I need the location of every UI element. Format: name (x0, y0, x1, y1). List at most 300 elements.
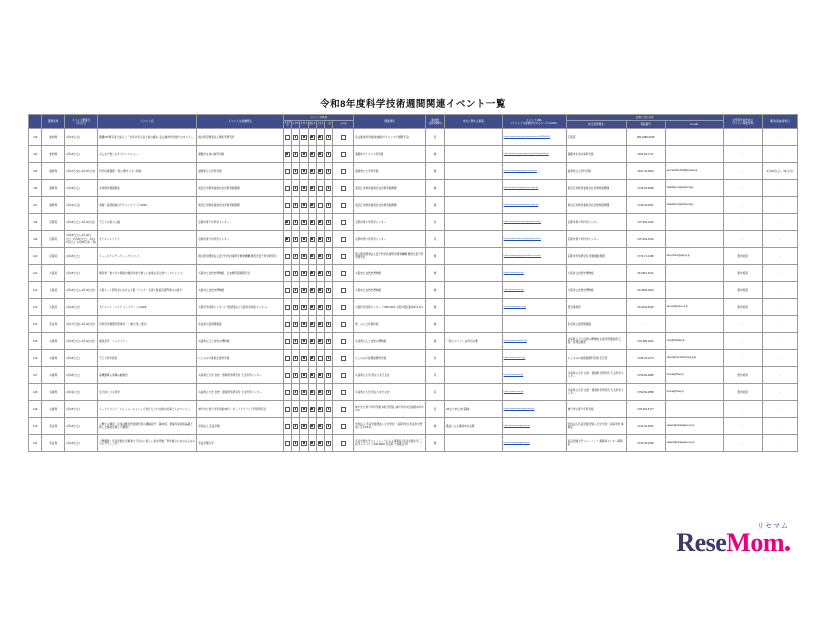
cell-event-url[interactable]: https://www2.edu.city.kyoto.jp/science/ (502, 214, 566, 231)
cell-date: 4月18日(土)~4月19日(日) (65, 214, 98, 231)
cell-venue: 大阪市立自然史博物館 (354, 265, 426, 282)
cell-contact-tel: 0533-66-1717 (626, 146, 665, 163)
cell-event-url[interactable]: https://www.nhao.jp/ (502, 367, 566, 384)
cell-target-general (325, 333, 333, 350)
cell-fee: 有 (426, 214, 445, 231)
checkbox-general-icon (326, 203, 331, 208)
cell-date: 4月18日(土) (65, 248, 98, 265)
cell-target-juniorhigh (300, 367, 308, 384)
cell-apply (444, 299, 502, 316)
cell-contact-mail: - (665, 282, 723, 299)
cell-event-url[interactable]: https://www.hitohaku.jp/ (502, 333, 566, 350)
cell-no: 125 (29, 333, 42, 350)
cell-prefecture: 滋賀県 (42, 197, 65, 214)
cell-contact-mail: - (665, 129, 723, 146)
cell-apply (444, 231, 502, 248)
cell-target-university (316, 435, 324, 452)
cell-event-url[interactable]: https://www.nishi.or.jp/ (502, 350, 566, 367)
cell-event-url[interactable]: https://www.omnh.jp/ (502, 265, 566, 282)
cell-event-name: トークイベント「シミュレーションって何だろう?~先進の計算とものづくり~」 (98, 401, 197, 418)
cell-remarks: - (762, 180, 797, 197)
logo-text-part2: Mom (726, 528, 784, 557)
cell-organizer: 京都市青少年科学センター (197, 231, 284, 248)
cell-date: 4月10日(火)~4月30日(木) (65, 163, 98, 180)
cell-prefecture: 兵庫県 (42, 350, 65, 367)
cell-target-highschool (308, 214, 316, 231)
cell-materials: - (723, 333, 762, 350)
checkbox-university-icon (318, 186, 323, 191)
checkbox-other-icon (341, 169, 346, 174)
checkbox-highschool-icon (310, 203, 315, 208)
col-contact-mail: E-mail (665, 121, 723, 129)
checkbox-juniorhigh-icon (301, 152, 306, 157)
checkbox-elementary-icon (293, 254, 298, 259)
cell-target-elementary (292, 265, 300, 282)
cell-remarks: - (762, 299, 797, 316)
cell-event-url[interactable]: https://www.city.higashiomi.shiga.jp/ (502, 197, 566, 214)
checkbox-elementary-icon (293, 220, 298, 225)
checkbox-highschool-icon (310, 339, 315, 344)
cell-date: 4月18日(土) (65, 435, 98, 452)
cell-venue: 神戸市立青少年科学館 4階 学習室 (神戸市中央区港島中町7-7-6) (354, 401, 426, 418)
cell-target-preschool (283, 129, 291, 146)
cell-target-general (325, 418, 333, 435)
checkbox-highschool-icon (310, 152, 315, 157)
checkbox-general-icon (326, 322, 331, 327)
cell-target-general (325, 248, 333, 265)
checkbox-juniorhigh-icon (301, 203, 306, 208)
cell-apply (444, 163, 502, 180)
cell-materials: - (723, 418, 762, 435)
cell-event-url[interactable]: https://www.city.higashiomi.shiga.jp/ (502, 180, 566, 197)
checkbox-other-icon (341, 271, 346, 276)
cell-venue: 然、みど立民資料館 (354, 316, 426, 333)
cell-target-highschool (308, 350, 316, 367)
cell-date: 4月18日(土)~4月19日(日) (65, 333, 98, 350)
cell-prefecture: 兵庫県 (42, 384, 65, 401)
cell-remarks: - (762, 418, 797, 435)
cell-target-university (316, 333, 324, 350)
cell-remarks: - (762, 367, 797, 384)
table-row (29, 435, 798, 452)
cell-contact-mail: honnai@nhao.jp (665, 367, 723, 384)
checkbox-general-icon (326, 271, 331, 276)
cell-target-preschool (283, 299, 291, 316)
cell-contact-org: 東近江市教育委員会社会教育振興課 (566, 180, 626, 197)
cell-target-juniorhigh (300, 384, 308, 401)
checkbox-preschool-icon (285, 135, 290, 140)
cell-target-highschool (308, 248, 316, 265)
col-pref: 都道府県 (42, 115, 65, 129)
cell-target-highschool (308, 265, 316, 282)
checkbox-university-icon (318, 305, 323, 310)
cell-contact-mail: - (665, 265, 723, 282)
checkbox-university-icon (318, 424, 323, 429)
checkbox-preschool-icon (285, 254, 290, 259)
cell-target-preschool (283, 384, 291, 401)
cell-contact-org: 広報部 (566, 129, 626, 146)
cell-fee: 有 (426, 350, 445, 367)
checkbox-elementary-icon (293, 271, 298, 276)
cell-target-general (325, 197, 333, 214)
cell-no: 123 (29, 299, 42, 316)
cell-materials: 配布希望 (723, 265, 762, 282)
cell-event-url[interactable]: https://www.naragakuen.jp/ (502, 435, 566, 452)
table-row (29, 214, 798, 231)
cell-target-preschool (283, 163, 291, 180)
cell-target-other (333, 418, 354, 435)
cell-target-elementary (292, 129, 300, 146)
cell-target-university (316, 180, 324, 197)
checkbox-highschool-icon (310, 390, 315, 395)
cell-target-university (316, 367, 324, 384)
cell-apply: 電話による事前申込必要 (444, 418, 502, 435)
cell-venue: 京都市青少年科学センター (354, 231, 426, 248)
checkbox-other-icon (341, 220, 346, 225)
cell-target-general (325, 350, 333, 367)
logo-text (676, 528, 790, 557)
col-remarks: 備考(追加)資料日 (762, 115, 797, 129)
cell-materials: - (723, 197, 762, 214)
cell-no: 129 (29, 401, 42, 418)
checkbox-preschool-icon (285, 305, 290, 310)
cell-target-juniorhigh (300, 316, 308, 333)
cell-target-highschool (308, 197, 316, 214)
cell-target-juniorhigh (300, 282, 308, 299)
cell-target-university (316, 231, 324, 248)
cell-contact-tel: 0790-82-3886 (626, 384, 665, 401)
col-url: イベントURL (イベントの詳細が分かるページのURL) (502, 115, 566, 129)
table-row (29, 129, 798, 146)
cell-event-url[interactable]: https://www.ostec.or.jp/ (502, 299, 566, 316)
resemom-logo (676, 523, 790, 558)
cell-target-juniorhigh (300, 333, 308, 350)
cell-venue: 兵庫県立人と自然の博物館 (354, 333, 426, 350)
cell-organizer: 東近江市教育委員会社会教育振興課 (197, 180, 284, 197)
checkbox-preschool-icon (285, 288, 290, 293)
cell-target-highschool (308, 282, 316, 299)
cell-event-url[interactable]: https://www.shiga-pbu.ac.jp/event/ (502, 163, 566, 180)
checkbox-preschool-icon (285, 271, 290, 276)
checkbox-elementary-icon (293, 135, 298, 140)
cell-event-url[interactable] (502, 316, 566, 333)
cell-prefecture: 大阪府 (42, 299, 65, 316)
checkbox-preschool-icon (285, 390, 290, 395)
cell-target-university (316, 197, 324, 214)
table-row (29, 231, 798, 248)
cell-venue: 京都市青少年科学センター (354, 214, 426, 231)
cell-materials: 配布希望 (723, 384, 762, 401)
cell-venue: 国立研究開発法人量子科学技術研究開発機構 関西光量子科学研究所 (354, 248, 426, 265)
cell-event-name: 子どもの遊ぶ公園 (98, 214, 197, 231)
cell-contact-org: 兵庫県立人と自然の博物館 生涯学習推進部 広報・啓発企画部 (566, 333, 626, 350)
cell-no: 114 (29, 146, 42, 163)
cell-target-general (325, 163, 333, 180)
checkbox-juniorhigh-icon (301, 220, 306, 225)
cell-organizer: 大阪市立自然史博物館 (197, 282, 284, 299)
cell-target-preschool (283, 197, 291, 214)
cell-materials: - (723, 401, 762, 418)
cell-contact-org: 東近江市教育委員会社会教育振興課 (566, 197, 626, 214)
checkbox-highschool-icon (310, 407, 315, 412)
cell-fee: 無 (426, 146, 445, 163)
cell-contact-org: 京都市科学研究所 管理課総務課 (566, 248, 626, 265)
cell-event-url[interactable]: https://www.omnh.jp/ (502, 282, 566, 299)
cell-no: 117 (29, 197, 42, 214)
cell-prefecture: 奈良県 (42, 435, 65, 452)
cell-materials: - (723, 435, 762, 452)
cell-contact-org: 京都市青少年科学センター (566, 214, 626, 231)
col-target-other: その他 (333, 121, 354, 129)
cell-date: 4月19日(日) (65, 384, 98, 401)
cell-target-university (316, 163, 324, 180)
checkbox-preschool-icon (285, 441, 290, 446)
cell-target-juniorhigh (300, 401, 308, 418)
checkbox-elementary-icon (293, 169, 298, 174)
cell-target-elementary (292, 146, 300, 163)
cell-contact-mail: honnai@nhao.jp (665, 384, 723, 401)
cell-venue: 兵庫県立大学 西はりま天文台 (354, 384, 426, 401)
col-contact-org: 担当者部署名 (566, 121, 626, 129)
cell-target-general (325, 214, 333, 231)
cell-contact-tel: 0748-24-5680 (626, 180, 665, 197)
cell-contact-mail: - (665, 214, 723, 231)
checkbox-university-icon (318, 220, 323, 225)
cell-target-highschool (308, 180, 316, 197)
cell-contact-mail: shakaikyo.higashiomi.lg.jp (665, 180, 723, 197)
cell-event-name: 高機器導入体験の観察会 (98, 367, 197, 384)
cell-apply (444, 214, 502, 231)
cell-remarks: - (762, 435, 797, 452)
checkbox-highschool-icon (310, 424, 315, 429)
checkbox-general-icon (326, 237, 331, 242)
cell-contact-mail: - (665, 146, 723, 163)
cell-target-elementary (292, 180, 300, 197)
cell-contact-mail: - (665, 401, 723, 418)
cell-target-preschool (283, 333, 291, 350)
checkbox-other-icon (341, 288, 346, 293)
cell-prefecture: 愛知県 (42, 146, 65, 163)
cell-target-preschool (283, 265, 291, 282)
checkbox-preschool-icon (285, 322, 290, 327)
cell-target-preschool (283, 367, 291, 384)
cell-target-juniorhigh (300, 265, 308, 282)
cell-target-general (325, 299, 333, 316)
cell-fee: 無 (426, 418, 445, 435)
cell-apply (444, 316, 502, 333)
cell-target-preschool (283, 248, 291, 265)
cell-remarks: - (762, 350, 797, 367)
col-contact-group: お問い合わせ先 (566, 115, 723, 121)
cell-contact-org: 蒲郡市生命の海科学館 (566, 146, 626, 163)
cell-target-preschool (283, 146, 291, 163)
col-fee: 参加費 (有料/無料) (426, 115, 445, 129)
cell-event-name: 科学技術週間 一般公開ポスター相談 (98, 163, 197, 180)
cell-contact-tel: 075-642-1601 (626, 214, 665, 231)
checkbox-highschool-icon (310, 220, 315, 225)
table-row (29, 265, 798, 282)
cell-target-elementary (292, 163, 300, 180)
checkbox-general-icon (326, 169, 331, 174)
cell-target-university (316, 316, 324, 333)
table-row (29, 367, 798, 384)
checkbox-juniorhigh-icon (301, 237, 306, 242)
cell-contact-org: 兵庫県立大学 自然・環境科学研究所 天文科学センター (566, 384, 626, 401)
checkbox-general-icon (326, 288, 331, 293)
col-event-name: イベント名 (98, 115, 197, 129)
cell-event-name: 有料科学週間学習資料「一番ど!他」配布 (98, 316, 197, 333)
cell-fee: 無 (426, 333, 445, 350)
checkbox-preschool-icon (285, 339, 290, 344)
checkbox-university-icon (318, 152, 323, 157)
checkbox-elementary-icon (293, 186, 298, 191)
cell-target-general (325, 180, 333, 197)
cell-organizer: 京都市青少年科学センター (197, 214, 284, 231)
cell-apply (444, 129, 502, 146)
cell-target-juniorhigh (300, 129, 308, 146)
cell-date: 4月19日(日) (65, 129, 98, 146)
cell-contact-mail: kenmei2023-2026@kuchek.jp (665, 163, 723, 180)
cell-event-url[interactable]: https://www.riken.jp/pr/events/events/20260418/ (502, 129, 566, 146)
cell-organizer: 奈良県立図書情報館 (197, 316, 284, 333)
checkbox-general-icon (326, 254, 331, 259)
checkbox-highschool-icon (310, 305, 315, 310)
cell-target-elementary (292, 231, 300, 248)
cell-target-general (325, 401, 333, 418)
col-apply: 申込に関する事項 (444, 115, 502, 129)
cell-venue: 大阪市立自然史博物館 (354, 282, 426, 299)
cell-event-url[interactable]: https://www.qst.go.jp/site/kizu-science/ (502, 248, 566, 265)
cell-target-other (333, 350, 354, 367)
cell-event-name: 聴講OK!研究者と話そう「光学の学び舎と星の誕生~名古屋市科学館でのポスト~」 (98, 129, 197, 146)
cell-target-preschool (283, 350, 291, 367)
checkbox-highschool-icon (310, 271, 315, 276)
checkbox-general-icon (326, 305, 331, 310)
cell-remarks: - (762, 333, 797, 350)
cell-organizer: 学校法人 奈良学園 (197, 418, 284, 435)
cell-organizer: 蒲郡市生命の海科学館 (197, 146, 284, 163)
cell-target-juniorhigh (300, 418, 308, 435)
cell-event-url[interactable]: https://www2.edu.city.kyoto.jp/science/ (502, 231, 566, 248)
cell-no: 131 (29, 435, 42, 452)
cell-contact-org: にしのみや総務振興科学館 学芸部 (566, 350, 626, 367)
cell-fee: 無 (426, 265, 445, 282)
checkbox-elementary-icon (293, 339, 298, 344)
col-target-general: 一般 (325, 121, 333, 129)
cell-prefecture: 兵庫県 (42, 333, 65, 350)
cell-venue: 滋賀県立大学科学館 (354, 163, 426, 180)
cell-organizer: 奈良学園大学 (197, 435, 284, 452)
cell-contact-tel: 06-6443-5318 (626, 299, 665, 316)
checkbox-juniorhigh-icon (301, 339, 306, 344)
checkbox-general-icon (326, 356, 331, 361)
cell-remarks: - (762, 401, 797, 418)
cell-contact-org: 奈良県立図書情報館 (566, 316, 626, 333)
checkbox-juniorhigh-icon (301, 135, 306, 140)
cell-contact-mail: - (665, 231, 723, 248)
checkbox-elementary-icon (293, 152, 298, 157)
checkbox-other-icon (341, 305, 346, 310)
checkbox-elementary-icon (293, 441, 298, 446)
cell-event-url[interactable]: https://www.city.gamagori.lg.jp/site/kagakukan/ (502, 146, 566, 163)
checkbox-highschool-icon (310, 135, 315, 140)
checkbox-general-icon (326, 407, 331, 412)
cell-event-name: 発掘・投票版春のサイエンスワーク!2026 (98, 197, 197, 214)
cell-event-url[interactable]: https://www.kobe-kagakukan.jp/ (502, 401, 566, 418)
cell-target-general (325, 384, 333, 401)
checkbox-other-icon (341, 152, 346, 157)
cell-no: 128 (29, 384, 42, 401)
table-row (29, 299, 798, 316)
cell-remarks: - (762, 265, 797, 282)
cell-target-elementary (292, 214, 300, 231)
checkbox-other-icon (341, 356, 346, 361)
checkbox-other-icon (341, 390, 346, 395)
cell-event-url[interactable]: https://www.naragakuen.jp/ (502, 418, 566, 435)
checkbox-preschool-icon (285, 356, 290, 361)
cell-fee: 無 (426, 248, 445, 265)
table-row (29, 163, 798, 180)
cell-event-url[interactable]: https://www.nhao.jp/ (502, 384, 566, 401)
cell-event-name: 公開講義・奈良学園大学事業大子会心に新しい設計実験「科学館のためのみんなのプログラミング」 (98, 435, 197, 452)
cell-contact-tel: 0748-40-0011 (626, 197, 665, 214)
checkbox-elementary-icon (293, 288, 298, 293)
checkbox-highschool-icon (310, 237, 315, 242)
col-target-juniorhigh: 中学生 (300, 121, 308, 129)
checkbox-highschool-icon (310, 373, 315, 378)
checkbox-juniorhigh-icon (301, 441, 306, 446)
table-row (29, 282, 798, 299)
cell-target-general (325, 367, 333, 384)
cell-target-highschool (308, 367, 316, 384)
cell-venue: 兵庫県立大学 西はりま天文台 (354, 367, 426, 384)
cell-contact-org: 大阪市立自然史博物館 (566, 282, 626, 299)
cell-prefecture: 大阪府 (42, 282, 65, 299)
checkbox-juniorhigh-icon (301, 390, 306, 395)
cell-target-university (316, 299, 324, 316)
checkbox-elementary-icon (293, 424, 298, 429)
checkbox-other-icon (341, 407, 346, 412)
col-target-highschool: 高校生 (308, 121, 316, 129)
checkbox-juniorhigh-icon (301, 169, 306, 174)
cell-target-preschool (283, 214, 291, 231)
table-row (29, 350, 798, 367)
cell-contact-org: 神戸市立青少年科学館 (566, 401, 626, 418)
cell-target-highschool (308, 129, 316, 146)
cell-fee: 無 (426, 197, 445, 214)
checkbox-juniorhigh-icon (301, 305, 306, 310)
table-row (29, 401, 798, 418)
cell-target-preschool (283, 231, 291, 248)
checkbox-juniorhigh-icon (301, 288, 306, 293)
cell-no: 113 (29, 129, 42, 146)
checkbox-preschool-icon (285, 186, 290, 191)
cell-venue: 東近江市教育委員会社会教育振興課 (354, 180, 426, 197)
cell-contact-tel: 06-6697-6221 (626, 265, 665, 282)
table-body (29, 129, 798, 452)
cell-apply: HPより申込(先着順) (444, 401, 502, 418)
checkbox-juniorhigh-icon (301, 322, 306, 327)
cell-contact-mail: npm@hitohaku.jp (665, 333, 723, 350)
cell-fee: 無 (426, 316, 445, 333)
cell-contact-mail: kizu-photon@qst.go.jp (665, 248, 723, 265)
cell-materials: - (723, 129, 762, 146)
cell-target-general (325, 316, 333, 333)
cell-fee: 無 (426, 282, 445, 299)
cell-organizer: 大阪科学技術センター(一般財団法人大阪科学技術センター) (197, 299, 284, 316)
cell-target-elementary (292, 333, 300, 350)
checkbox-university-icon (318, 373, 323, 378)
